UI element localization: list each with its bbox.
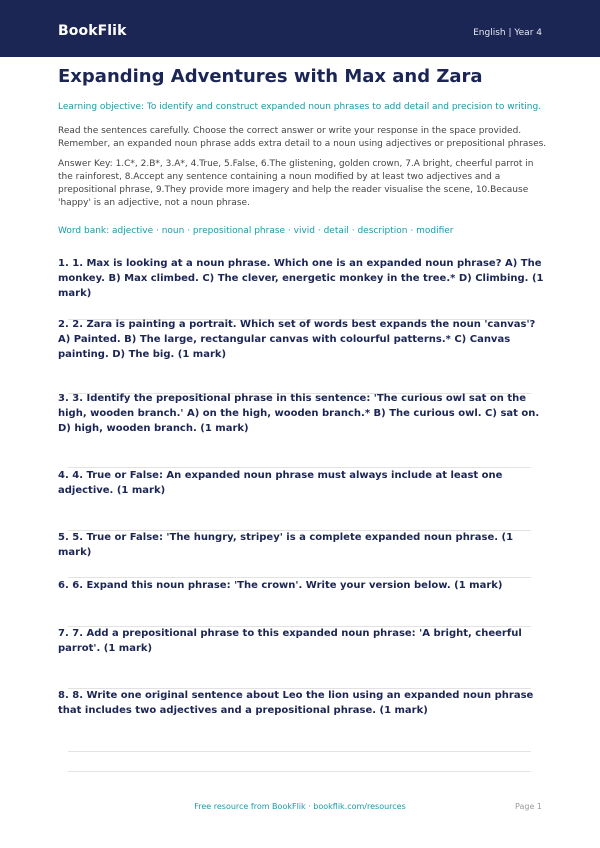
question-8: 8. 8. Write one original sentence about Leo the lion using an expanded noun phrase that includes two adjectives and a prepositional phrase. (1 mark) bbox=[58, 690, 534, 716]
learning-objective: Learning objective: To identify and construct expanded noun phrases to add detail and precision to writing. bbox=[58, 102, 542, 112]
word-bank: Word bank: adjective · noun · prepositional phrase · vivid · detail · description · modifier bbox=[58, 226, 454, 236]
instructions: Read the sentences carefully. Choose the correct answer or write your response in the space provided. Remember, an expanded noun phrase adds extra detail to a noun using adjectives or prepositional phrases. bbox=[58, 126, 547, 149]
question-5: 5. 5. True or False: 'The hungry, stripey' is a complete expanded noun phrase. (1 mark) bbox=[58, 532, 514, 558]
page-number: Page 1 bbox=[515, 802, 542, 811]
answer-key: Answer Key: 1.C*, 2.B*, 3.A*, 4.True, 5.False, 6.The glistening, golden crown, 7.A bright, cheerful parrot in the rainforest, 8.Accept any sentence containing a noun modified by at least two adjectives and a prepositional phrase, 9.They provide more imagery and help the reader visualise the scene, 10.Because 'happy' is an adjective, not a noun phrase. bbox=[58, 159, 534, 208]
question-4: 4. 4. True or False: An expanded noun phrase must always include at least one adjective. (1 mark) bbox=[58, 470, 503, 496]
question-2: 2. 2. Zara is painting a portrait. Which set of words best expands the noun 'canvas'? A) Painted. B) The large, rectangular canvas with colourful patterns.* C) Canvas painting. D) The big. (1 mark) bbox=[58, 319, 536, 360]
answer-line[interactable] bbox=[68, 751, 531, 752]
footer-credit[interactable]: Free resource from BookFlik · bookflik.com/resources bbox=[194, 802, 406, 811]
question-7: 7. 7. Add a prepositional phrase to this expanded noun phrase: 'A bright, cheerful parrot'. (1 mark) bbox=[58, 628, 522, 654]
subject-year-label: English | Year 4 bbox=[473, 28, 542, 38]
brand-logo[interactable]: BookFlik bbox=[58, 23, 127, 39]
page-title: Expanding Adventures with Max and Zara bbox=[58, 66, 483, 87]
header-bar bbox=[0, 0, 600, 57]
question-3: 3. 3. Identify the prepositional phrase in this sentence: 'The curious owl sat on the high, wooden branch.' A) on the high, wooden branch.* B) The curious owl. C) sat on. D) high, wooden branch. (1 mark) bbox=[58, 393, 540, 434]
question-1: 1. 1. Max is looking at a noun phrase. Which one is an expanded noun phrase? A) The monkey. B) Max climbed. C) The clever, energetic monkey in the tree.* D) Climbing. (1 mark) bbox=[58, 258, 544, 299]
answer-line[interactable] bbox=[68, 771, 531, 772]
question-6: 6. 6. Expand this noun phrase: 'The crown'. Write your version below. (1 mark) bbox=[58, 580, 503, 591]
